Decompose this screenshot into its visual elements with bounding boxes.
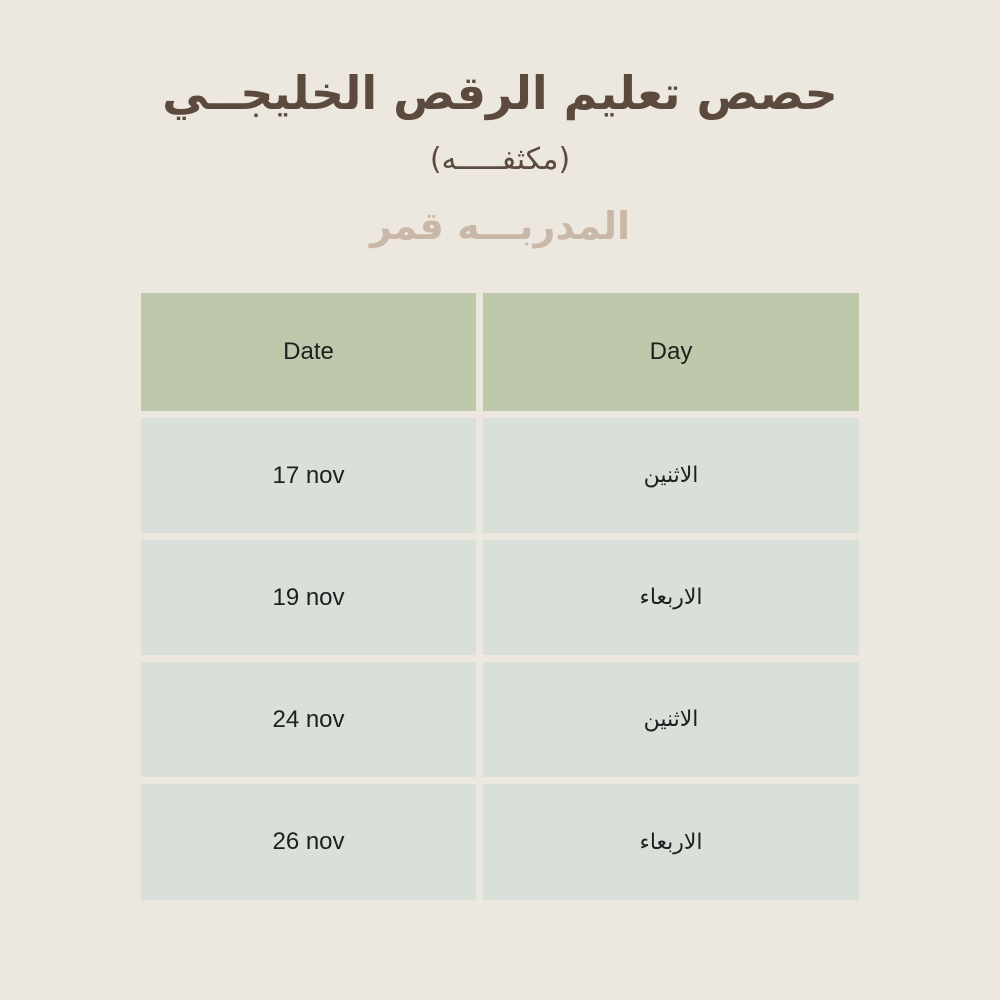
page-title: حصص تعليم الرقص الخليجــي xyxy=(162,66,838,120)
schedule-table xyxy=(141,293,859,900)
column-header-day: Day xyxy=(483,293,859,411)
table-cell-day: الاربعاء xyxy=(483,784,859,900)
trainer-name: المدربـــه قمر xyxy=(369,204,631,248)
column-header-date: Date xyxy=(141,293,476,411)
table-cell-date: 24 nov xyxy=(141,662,476,777)
page-subtitle: (مكثفـــــه) xyxy=(429,142,571,177)
table-cell-date: 17 nov xyxy=(141,418,476,533)
table-cell-day: الاثنين xyxy=(483,662,859,777)
table-cell-day: الاثنين xyxy=(483,418,859,533)
table-cell-date: 26 nov xyxy=(141,784,476,900)
table-cell-day: الاربعاء xyxy=(483,540,859,655)
table-cell-date: 19 nov xyxy=(141,540,476,655)
